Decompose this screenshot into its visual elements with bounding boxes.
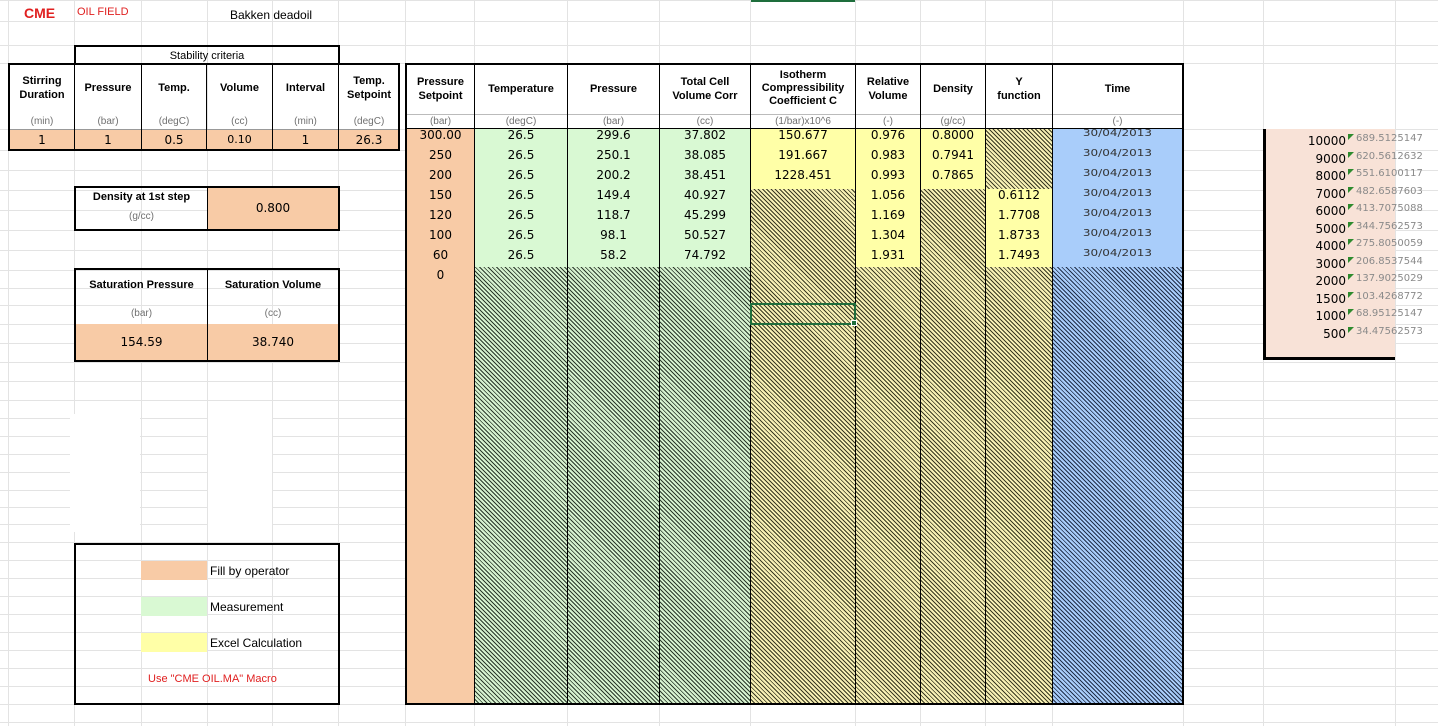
relative-volume-cell[interactable]: 1.169 — [870, 208, 906, 222]
blank-region — [70, 414, 140, 532]
side-value-cell[interactable]: 275.8050059 — [1356, 238, 1423, 249]
compressibility-header: Isotherm Compressibility Coefficient C — [761, 68, 845, 107]
temperature-cell[interactable]: 26.5 — [507, 128, 535, 142]
total-cell-volume-cell[interactable]: 38.085 — [684, 148, 726, 162]
pressure-cell[interactable]: 299.6 — [596, 128, 631, 142]
temp-unit: (degC) — [158, 116, 190, 127]
relative-volume-cell[interactable]: 1.056 — [870, 188, 906, 202]
density-cell[interactable] — [921, 225, 985, 245]
side-pressure-cell[interactable]: 6000 — [1315, 204, 1346, 218]
pressure-column-empty — [568, 267, 659, 703]
error-indicator-icon[interactable] — [1348, 327, 1354, 333]
error-indicator-icon[interactable] — [1348, 309, 1354, 315]
pressure-cell[interactable]: 118.7 — [596, 208, 631, 222]
y-function-header: Y function — [997, 76, 1041, 102]
error-indicator-icon[interactable] — [1348, 274, 1354, 280]
density-cell[interactable] — [921, 185, 985, 205]
temperature-cell[interactable]: 26.5 — [507, 228, 535, 242]
side-value-cell[interactable]: 413.7075088 — [1356, 203, 1423, 214]
total-cell-volume-unit: (cc) — [696, 116, 714, 127]
column-selection-marker — [751, 0, 855, 2]
legend-swatch-measurement — [141, 597, 207, 616]
relative-volume-unit: (-) — [883, 116, 893, 127]
side-value-cell[interactable]: 620.5612632 — [1356, 150, 1423, 162]
time-cell[interactable]: 30/04/2013 — [1082, 247, 1153, 259]
measured-pressure-unit: (bar) — [602, 116, 625, 127]
y-function-cell[interactable]: 1.7708 — [998, 208, 1040, 222]
saturation-volume-unit: (cc) — [264, 308, 282, 319]
temperature-header: Temperature — [488, 83, 554, 95]
density-unit: (g/cc) — [940, 116, 966, 127]
side-pressure-cell[interactable]: 2000 — [1315, 274, 1346, 288]
saturation-pressure-value[interactable]: 154.59 — [120, 335, 163, 349]
stirring-duration-unit: (min) — [30, 116, 54, 127]
time-unit: (-) — [1112, 116, 1123, 127]
side-value-cell[interactable]: 103.4268772 — [1356, 290, 1423, 302]
brand-logo: CME — [24, 5, 56, 21]
pressure-cell[interactable]: 98.1 — [600, 228, 627, 242]
compressibility-cell[interactable] — [751, 265, 855, 285]
density-cell[interactable] — [921, 205, 985, 225]
side-pressure-cell[interactable]: 7000 — [1315, 186, 1346, 201]
stability-criteria-label: Stability criteria — [169, 50, 245, 62]
temperature-cell[interactable]: 26.5 — [507, 148, 535, 162]
relative-volume-header: Relative Volume — [866, 76, 910, 102]
temp-setpoint-unit: (degC) — [353, 116, 385, 127]
error-indicator-icon[interactable] — [1348, 187, 1354, 193]
time-cell[interactable] — [1053, 265, 1182, 281]
temperature-column-empty — [475, 267, 567, 703]
y-function-cell[interactable]: 1.8733 — [998, 228, 1040, 242]
measured-pressure-header: Pressure — [589, 83, 638, 95]
y-function-column-empty — [986, 267, 1052, 703]
relative-volume-cell[interactable]: 1.304 — [870, 228, 906, 242]
interval-header: Interval — [285, 82, 326, 94]
temp-input[interactable]: 0.5 — [164, 133, 184, 147]
macro-note: Use "CME OIL.MA" Macro — [148, 673, 277, 685]
density-cell[interactable] — [921, 245, 985, 265]
pressure-setpoint-cell[interactable]: 300.00 — [419, 128, 462, 142]
legend-swatch-calculation — [141, 633, 207, 652]
time-cell[interactable]: 30/04/2013 — [1082, 227, 1153, 239]
temperature-cell[interactable]: 26.5 — [507, 208, 535, 222]
time-cell[interactable]: 30/04/2013 — [1082, 167, 1153, 179]
volume-header: Volume — [220, 82, 259, 94]
error-indicator-icon[interactable] — [1348, 169, 1354, 175]
legend-label-operator: Fill by operator — [210, 564, 290, 578]
pressure-setpoint-cell[interactable]: 120 — [429, 208, 452, 222]
gridline — [1395, 0, 1396, 726]
side-pressure-cell[interactable]: 10000 — [1307, 134, 1346, 148]
total-cell-volume-cell[interactable]: 37.802 — [684, 128, 726, 142]
y-function-cell[interactable]: 0.6112 — [998, 188, 1040, 202]
total-cell-volume-cell[interactable]: 40.927 — [684, 188, 726, 202]
density-first-step-unit: (g/cc) — [129, 211, 154, 222]
interval-input[interactable]: 1 — [301, 133, 310, 147]
error-indicator-icon[interactable] — [1348, 239, 1354, 245]
time-cell[interactable]: 30/04/2013 — [1082, 127, 1153, 139]
pressure-setpoint-header: Pressure Setpoint — [416, 76, 465, 102]
pressure-cell[interactable]: 149.4 — [596, 188, 631, 202]
saturation-pressure-unit: (bar) — [130, 308, 153, 319]
y-function-cell[interactable] — [986, 165, 1052, 185]
density-header: Density — [933, 83, 973, 95]
side-pressure-cell[interactable]: 9000 — [1315, 151, 1346, 166]
interval-unit: (min) — [294, 116, 317, 127]
volume-column-empty — [660, 267, 750, 703]
compressibility-cell[interactable]: 191.667 — [778, 148, 828, 162]
temperature-unit: (degC) — [505, 116, 537, 127]
compressibility-cell[interactable] — [751, 245, 855, 265]
stirring-duration-header: Stirring Duration — [19, 75, 65, 101]
gridline — [0, 722, 1438, 723]
subtitle-label: OIL FIELD — [77, 6, 129, 18]
density-cell[interactable] — [921, 265, 985, 285]
relative-volume-cell[interactable]: 1.931 — [870, 248, 906, 262]
y-function-cell[interactable] — [986, 145, 1052, 165]
total-cell-volume-cell[interactable]: 50.527 — [684, 228, 726, 242]
temp-setpoint-header: Temp. Setpoint — [347, 75, 391, 101]
pressure-setpoint-cell[interactable]: 150 — [429, 188, 452, 202]
error-indicator-icon[interactable] — [1348, 222, 1354, 228]
total-cell-volume-header: Total Cell Volume Corr — [672, 76, 738, 102]
volume-unit: (cc) — [231, 116, 248, 127]
temperature-cell[interactable]: 26.5 — [507, 168, 535, 182]
side-value-cell[interactable]: 206.8537544 — [1356, 255, 1423, 267]
total-cell-volume-cell[interactable]: 38.451 — [684, 168, 726, 182]
legend-label-measurement: Measurement — [210, 600, 284, 614]
side-value-cell[interactable]: 68.95125147 — [1356, 308, 1423, 319]
relative-volume-cell[interactable]: 0.976 — [870, 128, 906, 142]
y-function-cell[interactable] — [986, 265, 1052, 285]
side-value-cell[interactable]: 34.47562573 — [1356, 325, 1423, 337]
time-cell[interactable]: 30/04/2013 — [1082, 187, 1153, 199]
side-value-cell[interactable]: 344.7562573 — [1356, 220, 1423, 232]
total-cell-volume-cell[interactable]: 45.299 — [684, 208, 726, 222]
pressure-cell[interactable]: 200.2 — [596, 168, 631, 182]
blank-region — [208, 414, 272, 532]
gridline — [0, 0, 1438, 1]
fill-handle[interactable] — [851, 320, 857, 326]
relative-volume-cell[interactable] — [856, 265, 920, 285]
compressibility-cell[interactable]: 1228.451 — [774, 168, 832, 182]
legend-label-calculation: Excel Calculation — [210, 636, 303, 650]
temperature-cell[interactable]: 26.5 — [507, 248, 535, 262]
temperature-cell[interactable]: 26.5 — [507, 188, 535, 202]
density-first-step-input[interactable]: 0.800 — [255, 201, 291, 215]
pressure-setpoint-cell[interactable]: 0 — [436, 268, 445, 282]
pressure-setpoint-unit: (bar) — [429, 116, 452, 127]
saturation-pressure-label: Saturation Pressure — [89, 279, 194, 291]
pressure-setpoint-cell[interactable]: 250 — [429, 148, 452, 162]
volume-input[interactable]: 0.10 — [227, 133, 252, 146]
side-pressure-cell[interactable]: 500 — [1323, 326, 1346, 341]
side-value-cell[interactable]: 551.6100117 — [1356, 168, 1423, 179]
pressure-cell[interactable]: 58.2 — [600, 248, 627, 262]
pressure-setpoint-cell[interactable]: 200 — [429, 168, 452, 182]
time-header: Time — [1104, 83, 1131, 95]
side-pressure-cell[interactable]: 3000 — [1315, 256, 1346, 271]
gridline — [1263, 0, 1264, 726]
compressibility-cell[interactable] — [751, 205, 855, 225]
saturation-volume-value[interactable]: 38.740 — [252, 335, 294, 349]
error-indicator-icon[interactable] — [1348, 134, 1354, 140]
temp-setpoint-input[interactable]: 26.3 — [355, 133, 383, 147]
error-indicator-icon[interactable] — [1348, 152, 1354, 158]
side-pressure-cell[interactable]: 5000 — [1315, 221, 1346, 236]
total-cell-volume-cell[interactable]: 74.792 — [684, 248, 726, 262]
pressure-unit: (bar) — [97, 116, 119, 127]
time-cell[interactable]: 30/04/2013 — [1082, 147, 1153, 159]
error-indicator-icon[interactable] — [1348, 204, 1354, 210]
pressure-cell[interactable] — [568, 265, 659, 285]
side-value-cell[interactable]: 689.5125147 — [1356, 133, 1423, 144]
time-cell[interactable]: 30/04/2013 — [1082, 207, 1153, 219]
total-cell-volume-cell[interactable] — [660, 265, 750, 285]
density-first-step-label: Density at 1st step — [92, 191, 191, 203]
side-pressure-cell[interactable]: 8000 — [1315, 169, 1346, 183]
active-cell-selection[interactable] — [750, 303, 856, 325]
pressure-setpoint-cell[interactable]: 100 — [429, 228, 452, 242]
pressure-setpoint-cell[interactable]: 60 — [432, 248, 449, 262]
error-indicator-icon[interactable] — [1348, 257, 1354, 263]
compressibility-cell[interactable]: 150.677 — [778, 128, 828, 142]
saturation-volume-label: Saturation Volume — [224, 279, 322, 291]
density-cell[interactable]: 0.8000 — [932, 128, 974, 142]
error-indicator-icon[interactable] — [1348, 292, 1354, 298]
relative-volume-column-empty — [856, 267, 920, 703]
side-pressure-cell[interactable]: 1000 — [1315, 309, 1346, 323]
side-pressure-cell[interactable]: 4000 — [1315, 239, 1346, 253]
side-pressure-cell[interactable]: 1500 — [1315, 291, 1346, 306]
legend-swatch-operator — [141, 561, 207, 580]
temperature-cell[interactable] — [475, 265, 567, 285]
side-value-cell[interactable]: 137.9025029 — [1356, 273, 1423, 284]
temp-header: Temp. — [158, 82, 190, 94]
stirring-duration-input[interactable]: 1 — [38, 133, 46, 147]
y-function-cell[interactable] — [986, 125, 1052, 145]
density-cell[interactable]: 0.7865 — [932, 168, 974, 182]
sample-name[interactable]: Bakken deadoil — [230, 8, 313, 22]
relative-volume-cell[interactable]: 0.993 — [870, 168, 906, 182]
relative-volume-cell[interactable]: 0.983 — [870, 148, 906, 162]
y-function-cell[interactable]: 1.7493 — [998, 248, 1040, 262]
pressure-input[interactable]: 1 — [104, 133, 112, 147]
side-value-cell[interactable]: 482.6587603 — [1356, 185, 1423, 197]
pressure-cell[interactable]: 250.1 — [596, 148, 631, 162]
time-column-empty — [1053, 267, 1182, 703]
compressibility-cell[interactable] — [751, 185, 855, 205]
compressibility-cell[interactable] — [751, 225, 855, 245]
density-cell[interactable]: 0.7941 — [932, 148, 974, 162]
compressibility-unit: (1/bar)x10^6 — [775, 116, 831, 127]
gridline — [0, 21, 1438, 22]
pressure-header: Pressure — [84, 82, 132, 94]
